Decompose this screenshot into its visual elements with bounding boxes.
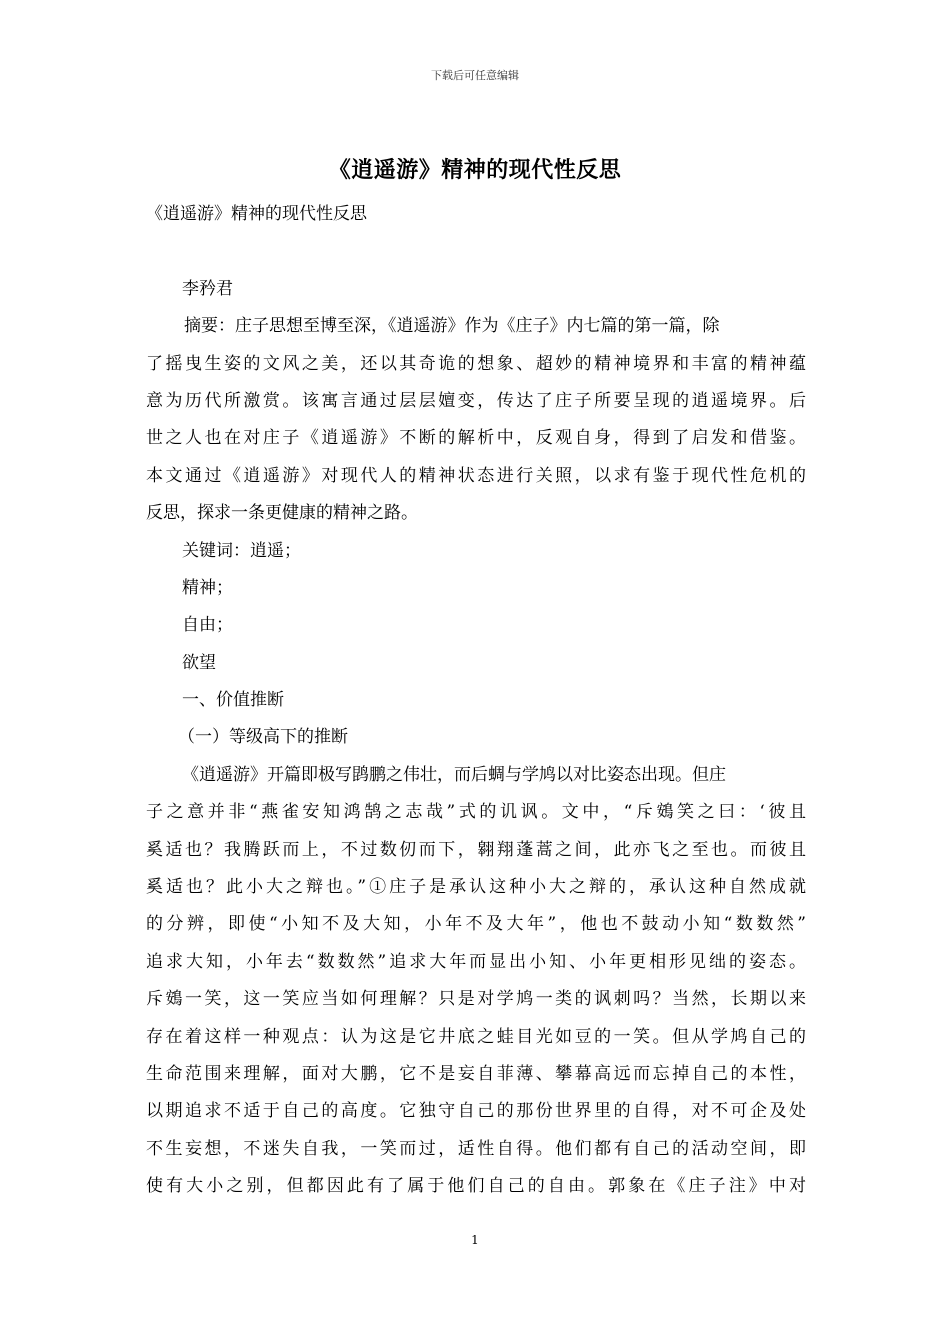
body-line: 不生妄想，不迷失自我，一笑而过，适性自得。他们都有自己的活动空间，即 (146, 1138, 806, 1159)
abstract-line: 本文通过《逍遥游》对现代人的精神状态进行关照，以求有鉴于现代性危机的 (146, 465, 806, 486)
body-line: 生命范围来理解，面对大鹏，它不是妄自菲薄、攀幕高远而忘掉自己的本性， (146, 1063, 806, 1084)
body-line: 奚适也？我腾跃而上，不过数仞而下，翱翔蓬蒿之间，此亦飞之至也。而彼且 (146, 839, 806, 860)
header-note: 下载后可任意编辑 (431, 69, 519, 82)
abstract-line: 摘要：庄子思想至博至深，《逍遥游》作为《庄子》内七篇的第一篇，除 (184, 316, 720, 337)
body-line: 斥鴳一笑，这一笑应当如何理解？只是对学鸠一类的讽刺吗？当然，长期以来 (146, 989, 806, 1010)
body-line: 奚适也？此小大之辩也。”①庄子是承认这种小大之辩的，承认这种自然成就 (146, 877, 806, 898)
body-line: 追求大知，小年去“数数然”追求大年而显出小知、小年更相形见绌的姿态。 (146, 951, 806, 972)
page-number: 1 (471, 1233, 479, 1247)
body-line: 的分辨，即使“小知不及大知，小年不及大年”，他也不鼓动小知“数数然” (146, 914, 806, 935)
body-line: 《逍遥游》开篇即极写鹍鹏之伟壮，而后蜩与学鸠以对比姿态出现。但庄 (182, 764, 726, 785)
abstract-line: 了摇曳生姿的文风之美，还以其奇诡的想象、超妙的精神境界和丰富的精神蕴 (146, 353, 806, 374)
author-name: 李矜君 (182, 278, 233, 299)
document-title: 《逍遥游》精神的现代性反思 (328, 157, 622, 183)
abstract-line: 世之人也在对庄子《逍遥游》不断的解析中，反观自身，得到了启发和借鉴。 (146, 428, 806, 449)
keyword-line: 自由； (182, 615, 233, 636)
body-line: 子之意并非“燕雀安知鸿鹄之志哉”式的讥讽。文中，“斥鴳笑之曰：‘彼且 (146, 802, 806, 823)
blank-line (146, 233, 806, 270)
keyword-line: 关键词：逍遥； (182, 540, 301, 561)
keyword-line: 精神； (182, 577, 233, 598)
subsection-heading: （一）等级高下的推断 (178, 727, 348, 748)
body-line: 存在着这样一种观点：认为这是它井底之蛙目光如豆的一笑。但从学鸠自己的 (146, 1026, 806, 1047)
abstract-line: 反思，探求一条更健康的精神之路。 (146, 503, 418, 524)
subtitle-line: 《逍遥游》精神的现代性反思 (146, 204, 367, 224)
section-heading: 一、价值推断 (182, 690, 284, 711)
keyword-line: 欲望 (182, 652, 216, 673)
document-body (146, 196, 806, 1206)
abstract-line: 意为历代所激赏。该寓言通过层层嬗变，传达了庄子所要呈现的逍遥境界。后 (146, 390, 806, 411)
body-line: 使有大小之别，但都因此有了属于他们自己的自由。郭象在《庄子注》中对 (146, 1176, 806, 1197)
body-line: 以期追求不适于自己的高度。它独守自己的那份世界里的自得，对不可企及处 (146, 1101, 806, 1122)
